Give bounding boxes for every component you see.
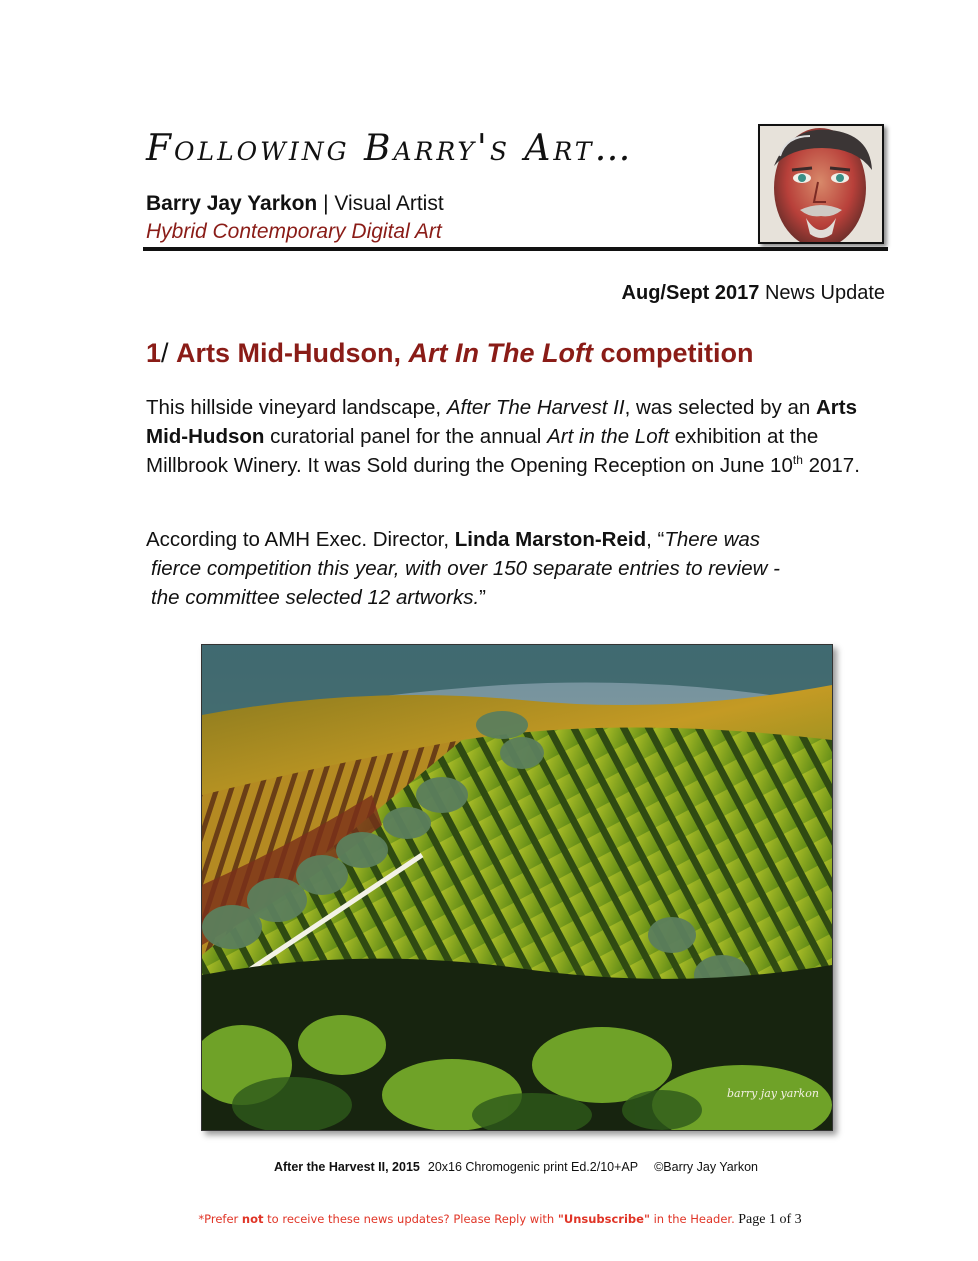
- p1-text-d: exhibition at the Millbrook Winery. It was Sold during the Opening Reception on June 10: [146, 425, 819, 477]
- artist-role: Visual Artist: [334, 192, 444, 215]
- p1-artwork-title: After The Harvest II: [446, 396, 625, 419]
- footer-text-b: to receive these news updates? Please Reply with: [263, 1212, 558, 1226]
- issue-period: Aug/Sept 2017: [621, 282, 760, 304]
- p2-text-a: According to AMH Exec. Director,: [146, 528, 455, 551]
- paragraph-quote: [146, 525, 886, 612]
- p2-director-name: Linda Marston-Reid: [454, 528, 647, 551]
- p2-open-quote: , “: [646, 528, 665, 551]
- p1-org: Arts Mid-Hudson: [146, 396, 858, 448]
- caption-details: 20x16 Chromogenic print Ed.2/10+AP: [427, 1160, 639, 1174]
- p1-text-c: curatorial panel for the annual: [264, 425, 548, 448]
- section-slash: /: [161, 338, 177, 368]
- issue-label: News Update: [764, 282, 885, 304]
- p2-close-quote: ”: [479, 586, 486, 609]
- artist-name: Barry Jay Yarkon: [146, 192, 318, 215]
- footer-note: [120, 1212, 880, 1228]
- artwork-signature: barry jay yarkon: [727, 1087, 819, 1100]
- artist-separator: |: [317, 192, 335, 215]
- page-label: Page: [738, 1212, 766, 1227]
- footer-unsubscribe: "Unsubscribe": [557, 1212, 650, 1226]
- footer-text-a: *Prefer: [198, 1212, 242, 1226]
- p1-text-a: This hillside vineyard landscape,: [146, 396, 447, 419]
- footer-text-c: in the Header.: [649, 1212, 735, 1226]
- footer-not: not: [241, 1212, 264, 1226]
- p2-quote-line2: fierce competition this year, with over 150 separate entries to review -: [151, 557, 780, 580]
- p2-quote-line3: the committee selected 12 artworks.: [151, 586, 480, 609]
- caption-credit: ©Barry Jay Yarkon: [654, 1160, 759, 1174]
- p2-quote-line1: There was: [664, 528, 761, 551]
- page-total: 3: [794, 1212, 802, 1227]
- p1-text-b: , was selected by an: [624, 396, 816, 419]
- masthead-title: Following Barry's Art…: [146, 128, 634, 169]
- caption-title: After the Harvest II, 2015: [273, 1160, 420, 1174]
- artwork-image: [201, 644, 833, 1131]
- p1-ordinal: th: [792, 453, 803, 468]
- section-number: 1: [146, 338, 162, 368]
- p1-text-e: 2017.: [802, 454, 860, 477]
- paragraph-selection: [146, 393, 886, 480]
- p1-exhibition: Art in the Loft: [547, 425, 669, 448]
- section-org: Arts Mid-Hudson,: [176, 338, 402, 368]
- page-of: of: [779, 1212, 792, 1227]
- artist-line: [146, 192, 444, 216]
- tagline: Hybrid Contemporary Digital Art: [146, 220, 442, 243]
- issue-line: [500, 282, 885, 305]
- page-current: 1: [768, 1212, 776, 1227]
- section-suffix: competition: [600, 338, 754, 368]
- section-event: Art In The Loft: [408, 338, 594, 368]
- artist-portrait: [758, 124, 884, 244]
- page-number: [738, 1212, 801, 1227]
- section-heading: [146, 338, 754, 369]
- artwork-caption: [150, 1160, 890, 1174]
- header-divider: [143, 247, 888, 251]
